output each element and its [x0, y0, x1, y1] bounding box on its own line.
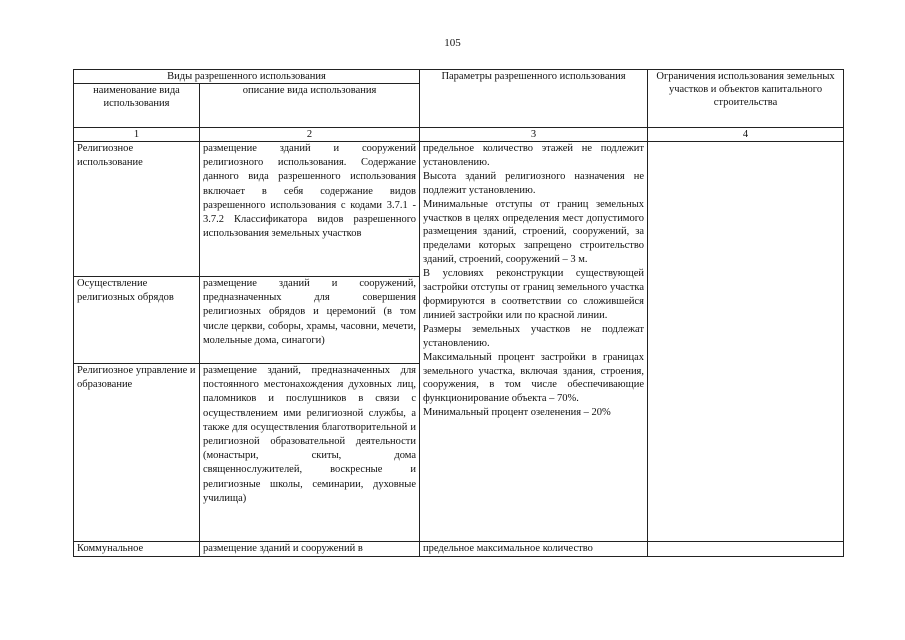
parameter-min-greenery: Минимальный процент озеленения – 20%: [423, 407, 611, 419]
use-type-description: размещение зданий, предназначенных для постоянного местонахождения духовных лиц, паломников и послушников в связи с осуществлением ими религиозной службы, а также для осуществления благотворительной и религиозной образовательной деятельности (монастыри, скиты, дома священнослужителей, воскресные и религиозные школы, семинарии, духовные училища): [200, 364, 420, 542]
use-type-description: размещение зданий и сооружений в: [200, 542, 420, 557]
header-parameters: Параметры разрешенного использования: [420, 70, 648, 128]
restrictions-cell: [648, 142, 844, 542]
column-number-2: 2: [200, 128, 420, 142]
land-use-table: [73, 69, 844, 557]
use-type-description: размещение зданий и сооружений религиозного использования. Содержание данного вида разрешенного использования включает в себя содержание видов разрешенного использования с кодами 3.7.1 - 3.7.2 Классификатора видов разрешенного использования земельных участков: [200, 142, 420, 277]
header-restrictions: Ограничения использования земельных участков и объектов капитального строительства: [648, 70, 844, 128]
page-number: 105: [444, 37, 461, 49]
use-type-name: Религиозное использование: [74, 142, 200, 277]
parameter-reconstruction: В условиях реконструкции существующей застройки отступы от границ земельного участка формируются в соответствии со сложившейся линией застройки или по красной линии.: [423, 268, 645, 321]
use-type-name: Осуществление религиозных обрядов: [74, 277, 200, 364]
column-number-1: 1: [74, 128, 200, 142]
table-row: [74, 542, 844, 557]
table-row: [74, 142, 844, 277]
parameter-setbacks: Минимальные отступы от границ земельных участков в целях определения мест допустимого размещения зданий, строений, сооружений, за пределами которых запрещено строительство зданий, строений, сооружений – 3 м.: [423, 198, 645, 266]
parameter-floors: предельное количество этажей не подлежит установлению.: [423, 143, 645, 168]
header-name: наименование вида использования: [74, 84, 200, 128]
parameter-max-coverage: Максимальный процент застройки в границах земельного участка, включая здания, строения, сооружения, в том числе обеспечивающие функционирование объекта – 70%.: [423, 351, 645, 405]
parameter-plot-size: Размеры земельных участков не подлежат установлению.: [423, 323, 645, 349]
shared-parameters-cell: [420, 142, 648, 542]
header-permitted-use-types: Виды разрешенного использования: [74, 70, 420, 84]
use-type-name: Религиозное управление и образование: [74, 364, 200, 542]
column-number-3: 3: [420, 128, 648, 142]
column-number-4: 4: [648, 128, 844, 142]
header-description: описание вида использования: [200, 84, 420, 128]
parameter-height: Высота зданий религиозного назначения не подлежит установлению.: [423, 170, 645, 196]
restrictions-cell: [648, 542, 844, 557]
parameters-cell: предельное максимальное количество: [420, 542, 648, 557]
use-type-name: Коммунальное: [74, 542, 200, 557]
use-type-description: размещение зданий и сооружений, предназначенных для совершения религиозных обрядов и церемоний (в том числе церкви, соборы, храмы, часовни, мечети, молельные дома, синагоги): [200, 277, 420, 364]
